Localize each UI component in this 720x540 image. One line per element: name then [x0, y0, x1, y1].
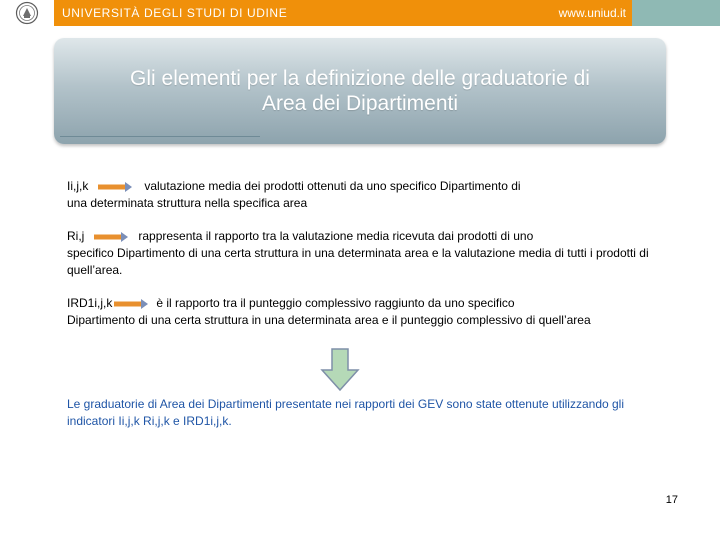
university-url[interactable]: www.uniud.it — [558, 6, 626, 20]
title-panel — [54, 38, 666, 144]
down-arrow-icon — [320, 348, 360, 392]
right-arrow-icon — [98, 182, 132, 192]
top-bar — [0, 0, 720, 26]
definition-term: Ii,j,k — [67, 179, 89, 193]
header-accent-block — [632, 0, 720, 26]
definition-text-line-1: rappresenta il rapporto tra la valutazione media ricevuta dai prodotti di uno — [138, 229, 534, 243]
definition-text-line-1: valutazione media dei prodotti ottenuti da uno specifico Dipartimento di — [144, 179, 521, 193]
definition-text-rest: Dipartimento di una certa struttura in una determinata area e il punteggio complessivo di quell’area — [67, 313, 591, 327]
definition-ii-jk — [67, 178, 667, 212]
definition-ird1 — [67, 295, 667, 329]
definition-ri-j — [67, 228, 667, 279]
definition-text-rest: specifico Dipartimento di una certa struttura in una determinata area e la valutazione media di tutti i prodotti di quell’area. — [67, 246, 649, 277]
definition-text-line-1: è il rapporto tra il punteggio complessivo raggiunto da uno specifico — [156, 296, 515, 310]
right-arrow-icon — [94, 232, 128, 242]
definition-text-rest: una determinata struttura nella specifica area — [67, 196, 308, 210]
title-underline — [60, 136, 260, 137]
page-number: 17 — [665, 494, 678, 506]
university-name: UNIVERSITÀ DEGLI STUDI DI UDINE — [62, 6, 288, 20]
slide-title-line-2: Area dei Dipartimenti — [261, 92, 459, 115]
right-arrow-icon — [114, 299, 148, 309]
slide-title — [54, 66, 666, 116]
header-band — [54, 0, 632, 26]
slide-title-line-1: Gli elementi per la definizione delle graduatorie di — [130, 67, 590, 90]
conclusion-text: Le graduatorie di Area dei Dipartimenti presentate nei rapporti dei GEV sono state ottenute utilizzando gli indicatori Ii,j,k Ri,j,k e IRD1i,j,k. — [67, 397, 625, 428]
definition-term: IRD1i,j,k — [67, 296, 113, 310]
definition-term: Ri,j — [67, 229, 85, 243]
university-seal-icon — [14, 1, 40, 25]
university-logo — [0, 0, 54, 26]
